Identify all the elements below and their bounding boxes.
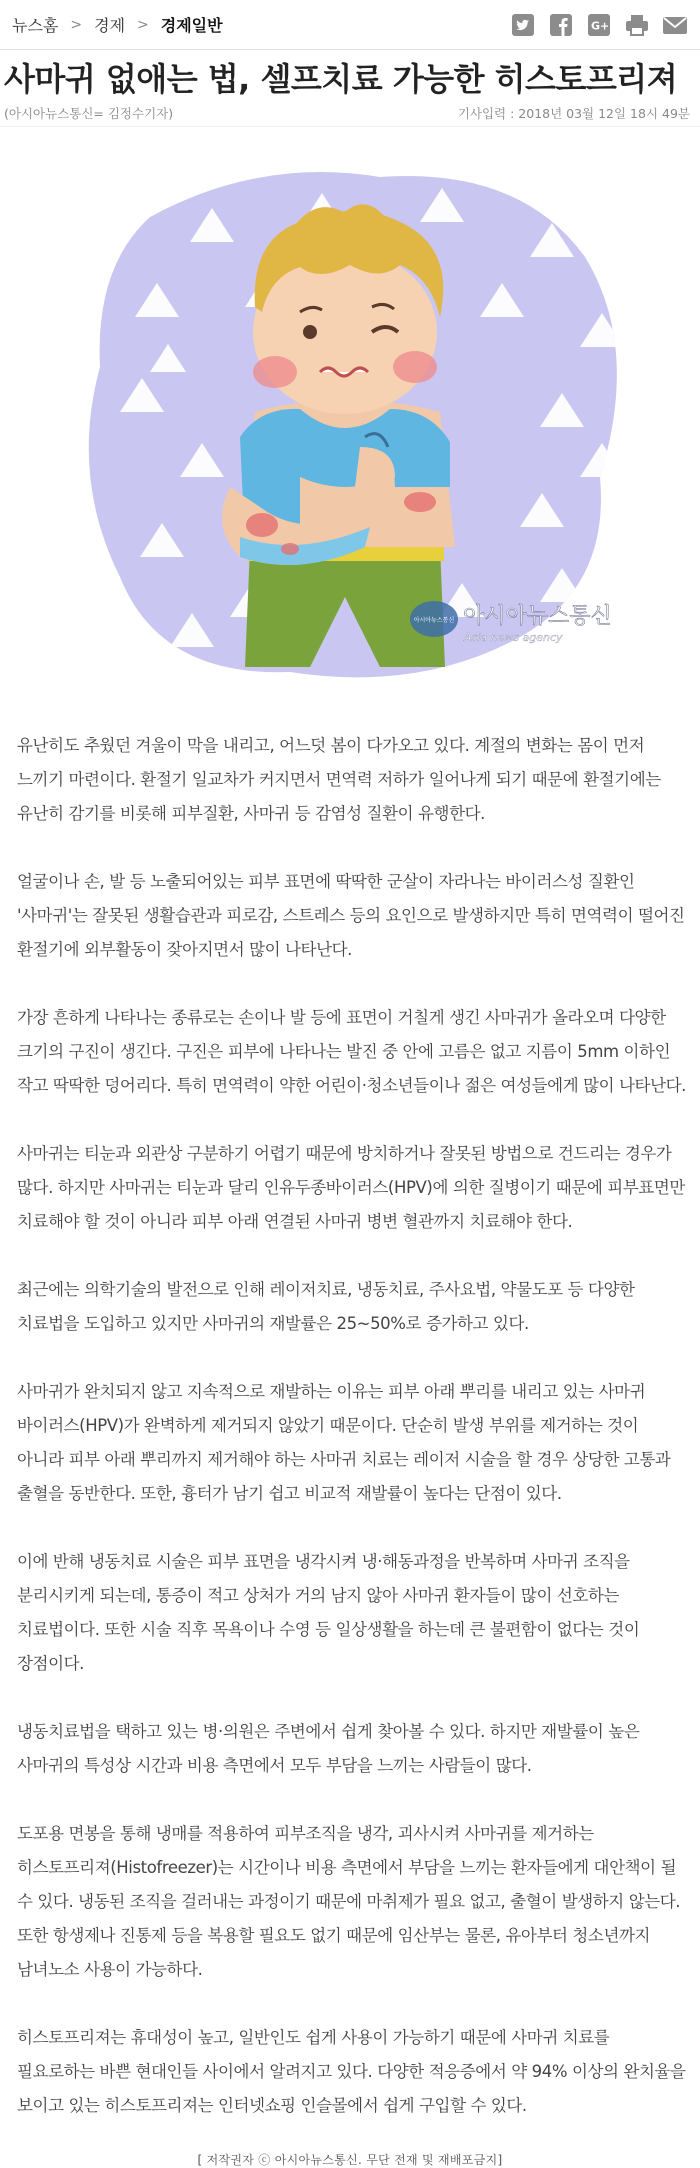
paragraph: 사마귀는 티눈과 외관상 구분하기 어렵기 때문에 방치하거나 잘못된 방법으로 건드리는 경우가 많다. 하지만 사마귀는 티눈과 달리 인유두종바이러스(HPV)에 의한 질병이기 때문에 피부표면만 치료해야 할 것이 아니라 피부 아래 연결된 사마귀 병변 혈관까지 치료해야 한다. [17, 1144, 685, 1231]
paragraph: 얼굴이나 손, 발 등 노출되어있는 피부 표면에 딱딱한 군살이 자라나는 바이러스성 질환인 '사마귀'는 잘못된 생활습관과 피로감, 스트레스 등의 요인으로 발생하지만 특히 면역력이 떨어진 환절기에 외부활동이 잦아지면서 많이 나타난다. [17, 872, 685, 959]
breadcrumb [12, 13, 223, 36]
published-date: 기사입력 : 2018년 03월 12일 18시 49분 [457, 106, 690, 121]
watermark-sub-text: Asia news agency [464, 631, 563, 644]
byline: (아시아뉴스통신= 김정수기자) [4, 106, 174, 121]
chevron-right-icon: > [137, 16, 149, 33]
paragraph: 사마귀가 완치되지 않고 지속적으로 재발하는 이유는 피부 아래 뿌리를 내리고 있는 사마귀 바이러스(HPV)가 완벽하게 제거되지 않았기 때문이다. 단순히 발생 부위를 제거하는 것이 아니라 피부 아래 뿌리까지 제거해야 하는 사마귀 치료는 레이저 시술을 할 경우 상당한 고통과 출혈을 동반한다. 또한, 흉터가 남기 쉽고 비교적 재발률이 높다는 단점이 있다. [17, 1382, 671, 1503]
boy-figure [222, 209, 455, 667]
article-body [0, 707, 700, 2123]
facebook-icon[interactable] [548, 12, 574, 38]
chevron-right-icon: > [70, 16, 83, 33]
paragraph: 냉동치료법을 택하고 있는 병·의원은 주변에서 쉽게 찾아볼 수 있다. 하지만 재발률이 높은 사마귀의 특성상 시간과 비용 측면에서 모두 부담을 느끼는 사람들이 많다. [17, 1722, 640, 1775]
breadcrumb-home[interactable]: 뉴스홈 [12, 16, 59, 35]
article-meta [0, 102, 700, 127]
article-headline: 사마귀 없애는 법, 셀프치료 가능한 히스토프리져 [4, 60, 678, 98]
watermark-badge-text: 아시아뉴스통신 [413, 617, 455, 624]
paragraph: 유난히도 추웠던 겨울이 막을 내리고, 어느덧 봄이 다가오고 있다. 계절의 변화는 몸이 먼저 느끼기 마련이다. 환절기 일교차가 커지면서 면역력 저하가 일어나게 되기 때문에 환절기에는 유난히 감기를 비롯해 피부질환, 사마귀 등 감염성 질환이 유행한다. [17, 736, 661, 823]
svg-text:G+: G+ [591, 19, 610, 32]
watermark-main-text: 아시아뉴스통신 [463, 604, 612, 629]
share-tools [510, 12, 688, 38]
paragraph: 히스토프리져는 휴대성이 높고, 일반인도 쉽게 사용이 가능하기 때문에 사마귀 치료를 필요로하는 바쁜 현대인들 사이에서 알려지고 있다. 다양한 적응증에서 약 94% 이상의 완치율을 보이고 있는 히스토프리져는 인터넷쇼핑 인슬몰에서 쉽게 구입할 수 있다. [17, 2028, 686, 2115]
top-bar [0, 0, 700, 50]
email-icon[interactable] [662, 12, 688, 38]
paragraph: 가장 흔하게 나타나는 종류로는 손이나 발 등에 표면이 거칠게 생긴 사마귀가 올라오며 다양한 크기의 구진이 생긴다. 구진은 피부에 나타나는 발진 중 안에 고름은 없고 지름이 5mm 이하인 작고 딱딱한 덩어리다. 특히 면역력이 약한 어린이·청소년들이나 젊은 여성들에게 많이 나타난다. [17, 1008, 687, 1095]
copyright-notice: [ 저작권자 ⓒ 아시아뉴스통신. 무단 전재 및 재배포금지] [197, 2153, 503, 2167]
breadcrumb-section[interactable]: 경제 [94, 16, 126, 35]
article-illustration [0, 147, 700, 707]
paragraph: 최근에는 의학기술의 발전으로 인해 레이저치료, 냉동치료, 주사요법, 약물도포 등 다양한 치료법을 도입하고 있지만 사마귀의 재발률은 25~50%로 증가하고 있다. [17, 1280, 635, 1333]
google-plus-icon[interactable] [586, 12, 612, 38]
paragraph: 이에 반해 냉동치료 시술은 피부 표면을 냉각시켜 냉·해동과정을 반복하며 사마귀 조직을 분리시키게 되는데, 통증이 적고 상처가 거의 남지 않아 사마귀 환자들이 많이 선호하는 치료법이다. 또한 시술 직후 목욕이나 수영 등 일상생활을 하는데 큰 불편함이 없다는 것이 장점이다. [17, 1552, 640, 1673]
paragraph: 도포용 면봉을 통해 냉매를 적용하여 피부조직을 냉각, 괴사시켜 사마귀를 제거하는 히스토프리져(Histofreezer)는 시간이나 비용 측면에서 부담을 느끼는 환자들에게 대안책이 될 수 있다. 냉동된 조직을 걸러내는 과정이기 때문에 마취제가 필요 없고, 출혈이 발생하지 않는다. 또한 항생제나 진통제 등을 복용할 필요도 없기 때문에 임산부는 물론, 유아부터 청소년까지 남녀노소 사용이 가능하다. [17, 1824, 681, 1979]
print-icon[interactable] [624, 12, 650, 38]
twitter-icon[interactable] [510, 12, 536, 38]
breadcrumb-current[interactable]: 경제일반 [160, 16, 223, 35]
